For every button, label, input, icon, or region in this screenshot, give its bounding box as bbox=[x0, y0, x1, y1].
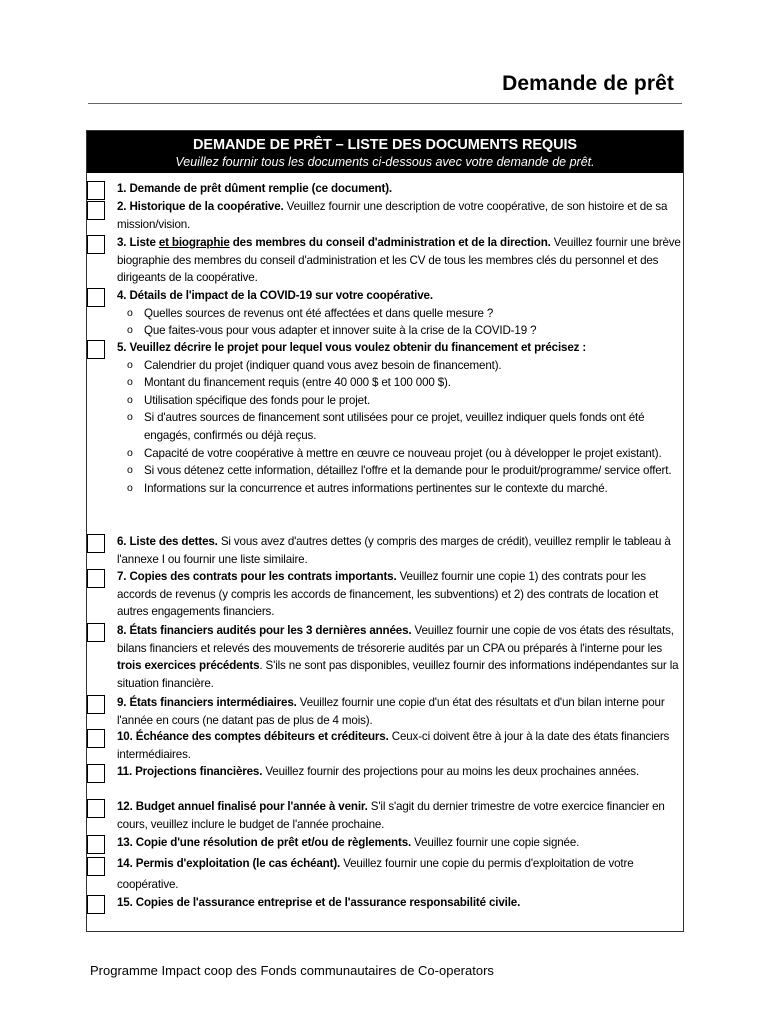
item-6-text bbox=[117, 533, 681, 568]
item-14-text bbox=[117, 854, 681, 895]
item-12-title: 12. Budget annuel finalisé pour l'année à venir. bbox=[117, 800, 368, 813]
sub-bullet: o Utilisation spécifique des fonds pour le projet. bbox=[117, 392, 681, 410]
item-12-text bbox=[117, 798, 681, 833]
item-8-title: 8. États financiers audités pour les 3 dernières années. bbox=[117, 624, 412, 637]
item-9-text bbox=[117, 694, 681, 729]
item-11-text bbox=[117, 763, 681, 781]
checkbox-item-6[interactable] bbox=[87, 534, 105, 553]
item-3-text bbox=[117, 234, 681, 287]
checkbox-item-1[interactable] bbox=[87, 181, 105, 200]
page-title: Demande de prêt bbox=[502, 72, 674, 95]
item-15-text bbox=[117, 894, 681, 912]
item-10-text bbox=[117, 728, 681, 763]
checkbox-item-15[interactable] bbox=[87, 895, 105, 914]
item-1-text bbox=[117, 180, 681, 198]
sub-bullet: o Quelles sources de revenus ont été affectées et dans quelle mesure ? bbox=[117, 305, 681, 323]
item-3-description: Veuillez fournir une brève biographie des membres du conseil d'administration et les CV de tous les membres clés du personnel et des dirigeants de la coopérative. bbox=[117, 236, 681, 285]
footer-program-name: Programme Impact coop des Fonds communautaires de Co-operators bbox=[90, 963, 494, 978]
checkbox-item-11[interactable] bbox=[87, 764, 105, 783]
item-8-text bbox=[117, 622, 681, 692]
item-11-title: 11. Projections financières. bbox=[117, 765, 263, 778]
item-6-title: 6. Liste des dettes. bbox=[117, 535, 218, 548]
sub-bullet: o Que faites-vous pour vous adapter et innover suite à la crise de la COVID-19 ? bbox=[117, 322, 681, 340]
item-10-title: 10. Échéance des comptes débiteurs et créditeurs. bbox=[117, 730, 389, 743]
sub-bullet: o Si vous détenez cette information, détaillez l'offre et la demande pour le produit/programme/ service offert. bbox=[117, 462, 681, 480]
item-9-title: 9. États financiers intermédiaires. bbox=[117, 696, 297, 709]
checkbox-item-9[interactable] bbox=[87, 695, 105, 714]
checkbox-item-3[interactable] bbox=[87, 235, 105, 254]
item-11-description: Veuillez fournir des projections pour au moins les deux prochaines années. bbox=[262, 765, 640, 778]
item-8-emphasis: trois exercices précédents bbox=[117, 659, 260, 673]
checkbox-item-2[interactable] bbox=[87, 201, 105, 220]
item-8-description: Veuillez fournir une copie de vos états des résultats, bilans financiers et relevés des mouvements de trésorerie audités par un CPA ou préparés à l'interne pour les bbox=[117, 624, 674, 655]
item-13-description: Veuillez fournir une copie signée. bbox=[411, 836, 580, 849]
item-7-description: Veuillez fournir une copie 1) des contrats pour les accords de revenus (y compris les accords de financement, les subventions) et 2) des contrats de location et autres engagements financiers. bbox=[117, 570, 659, 619]
item-6-description: Si vous avez d'autres dettes (y compris des marges de crédit), veuillez remplir le tableau à l'annexe I ou fournir une liste similaire. bbox=[117, 535, 671, 566]
sub-bullet: o Calendrier du projet (indiquer quand vous avez besoin de financement). bbox=[117, 357, 681, 375]
checklist-title: DEMANDE DE PRÊT – LISTE DES DOCUMENTS REQUIS bbox=[193, 137, 577, 153]
item-14-title: 14. Permis d'exploitation (le cas échéant). bbox=[117, 857, 341, 870]
checkbox-item-7[interactable] bbox=[87, 569, 105, 588]
checkbox-item-5[interactable] bbox=[87, 340, 105, 359]
item-13-text bbox=[117, 834, 681, 852]
checkbox-item-13[interactable] bbox=[87, 835, 105, 854]
item-15-title: 15. Copies de l'assurance entreprise et de l'assurance responsabilité civile. bbox=[117, 896, 521, 909]
checkbox-item-4[interactable] bbox=[87, 288, 105, 307]
item-8-description-end: . S'ils ne sont pas disponibles, veuillez fournir des informations indépendantes sur la situation financière. bbox=[117, 659, 679, 690]
item-2-description: Veuillez fournir une description de votre coopérative, de son histoire et de sa mission/vision. bbox=[117, 200, 668, 231]
item-2-title: 2. Historique de la coopérative. bbox=[117, 200, 284, 213]
checkbox-item-12[interactable] bbox=[87, 799, 105, 818]
item-13-title: 13. Copie d'une résolution de prêt et/ou de règlements. bbox=[117, 836, 412, 849]
checkbox-item-8[interactable] bbox=[87, 623, 105, 642]
item-10-description: Ceux-ci doivent être à jour à la date des états financiers intermédiaires. bbox=[117, 730, 670, 761]
item-14-description: Veuillez fournir une copie du permis d'exploitation de votre coopérative. bbox=[117, 857, 634, 891]
item-4-sublist bbox=[117, 305, 681, 340]
sub-bullet: o Capacité de votre coopérative à mettre en œuvre ce nouveau projet (ou à développer le projet existant). bbox=[117, 445, 681, 463]
item-4-title: 4. Détails de l'impact de la COVID-19 sur votre coopérative. bbox=[117, 289, 433, 302]
item-3-title: des membres du conseil d'administration et de la direction. bbox=[229, 236, 551, 249]
checkbox-item-14[interactable] bbox=[87, 857, 105, 876]
item-3-underlined: et biographie bbox=[158, 236, 230, 249]
item-2-text bbox=[117, 198, 681, 233]
item-3-title-start: 3. Liste bbox=[117, 236, 159, 249]
item-5-title: 5. Veuillez décrire le projet pour lequel vous voulez obtenir du financement et précisez : bbox=[117, 341, 587, 354]
item-7-text bbox=[117, 568, 681, 621]
checklist-subtitle: Veuillez fournir tous les documents ci-dessous avec votre demande de prêt. bbox=[175, 155, 595, 169]
title-divider bbox=[88, 103, 682, 104]
item-4-text bbox=[117, 287, 681, 340]
item-1-title: 1. Demande de prêt dûment remplie (ce document). bbox=[117, 182, 392, 195]
sub-bullet: o Montant du financement requis (entre 40 000 $ et 100 000 $). bbox=[117, 374, 681, 392]
item-7-title: 7. Copies des contrats pour les contrats importants. bbox=[117, 570, 397, 583]
sub-bullet: o Si d'autres sources de financement sont utilisées pour ce projet, veuillez indiquer quels fonds ont été engagés, confirmés ou déjà reçus. bbox=[117, 409, 681, 444]
item-5-sublist bbox=[117, 357, 681, 498]
sub-bullet: o Informations sur la concurrence et autres informations pertinentes sur le contexte du marché. bbox=[117, 480, 681, 498]
item-5-text bbox=[117, 339, 681, 497]
item-9-description: Veuillez fournir une copie d'un état des résultats et d'un bilan interne pour l'année en cours (ne datant pas de plus de 4 mois). bbox=[117, 696, 665, 727]
documents-checklist-box bbox=[86, 130, 684, 932]
checkbox-item-10[interactable] bbox=[87, 729, 105, 748]
checklist-header-band bbox=[87, 131, 683, 173]
item-12-description: S'il s'agit du dernier trimestre de votre exercice financier en cours, veuillez inclure le budget de l'année prochaine. bbox=[117, 800, 665, 831]
